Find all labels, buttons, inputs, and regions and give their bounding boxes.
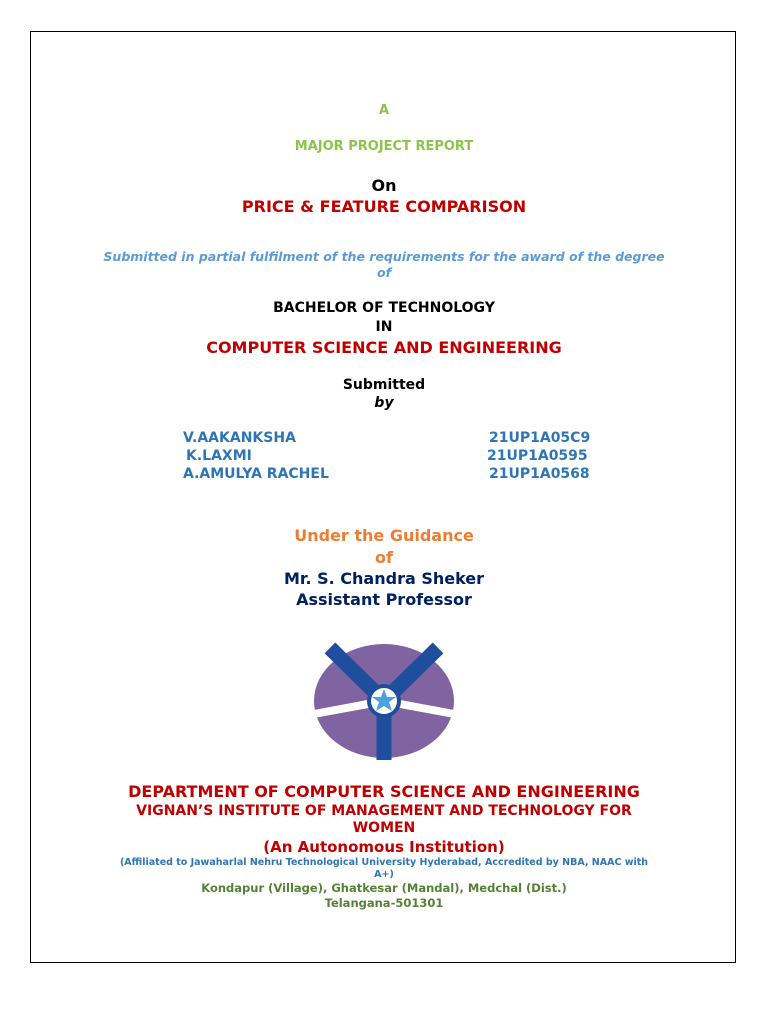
- student-roll: 21UP1A0595: [487, 448, 588, 464]
- submitted-statement-line2: of: [376, 265, 392, 280]
- guidance-of: of: [375, 548, 393, 567]
- in-label: IN: [375, 319, 393, 335]
- project-title: PRICE & FEATURE COMPARISON: [241, 197, 527, 216]
- institution-name-line2: WOMEN: [352, 820, 416, 836]
- branch: COMPUTER SCIENCE AND ENGINEERING: [206, 338, 562, 357]
- submitted-statement-line1: Submitted in partial fulfilment of the requirements for the award of the degree: [103, 249, 665, 264]
- affiliation-line2: A+): [374, 869, 394, 880]
- institution-name-line1: VIGNAN’S INSTITUTE OF MANAGEMENT AND TECHNOLOGY FOR: [136, 803, 632, 819]
- cover-a: A: [378, 103, 390, 118]
- guide-name: Mr. S. Chandra Sheker: [283, 569, 485, 588]
- student-name: V.AAKANKSHA: [183, 430, 296, 446]
- institution-logo-icon: [312, 642, 456, 760]
- guidance-label: Under the Guidance: [294, 526, 474, 545]
- submitted-label: Submitted: [342, 377, 426, 393]
- degree: BACHELOR OF TECHNOLOGY: [273, 300, 495, 316]
- student-name: K.LAXMI: [186, 448, 252, 464]
- affiliation-line1: (Affiliated to Jawaharlal Nehru Technological University Hyderabad, Accredited by NBA, NAAC with: [119, 857, 649, 868]
- guide-title: Assistant Professor: [296, 590, 472, 609]
- address-line2: Telangana-501301: [324, 896, 444, 910]
- report-type: MAJOR PROJECT REPORT: [294, 139, 474, 154]
- autonomous-label: (An Autonomous Institution): [263, 838, 505, 856]
- student-roll: 21UP1A05C9: [489, 430, 591, 446]
- address-line1: Kondapur (Village), Ghatkesar (Mandal), Medchal (Dist.): [201, 881, 567, 895]
- student-roll: 21UP1A0568: [489, 466, 590, 482]
- by-label: by: [374, 395, 394, 411]
- student-name: A.AMULYA RACHEL: [183, 466, 329, 482]
- department: DEPARTMENT OF COMPUTER SCIENCE AND ENGINEERING: [128, 782, 640, 801]
- on-label: On: [371, 176, 397, 195]
